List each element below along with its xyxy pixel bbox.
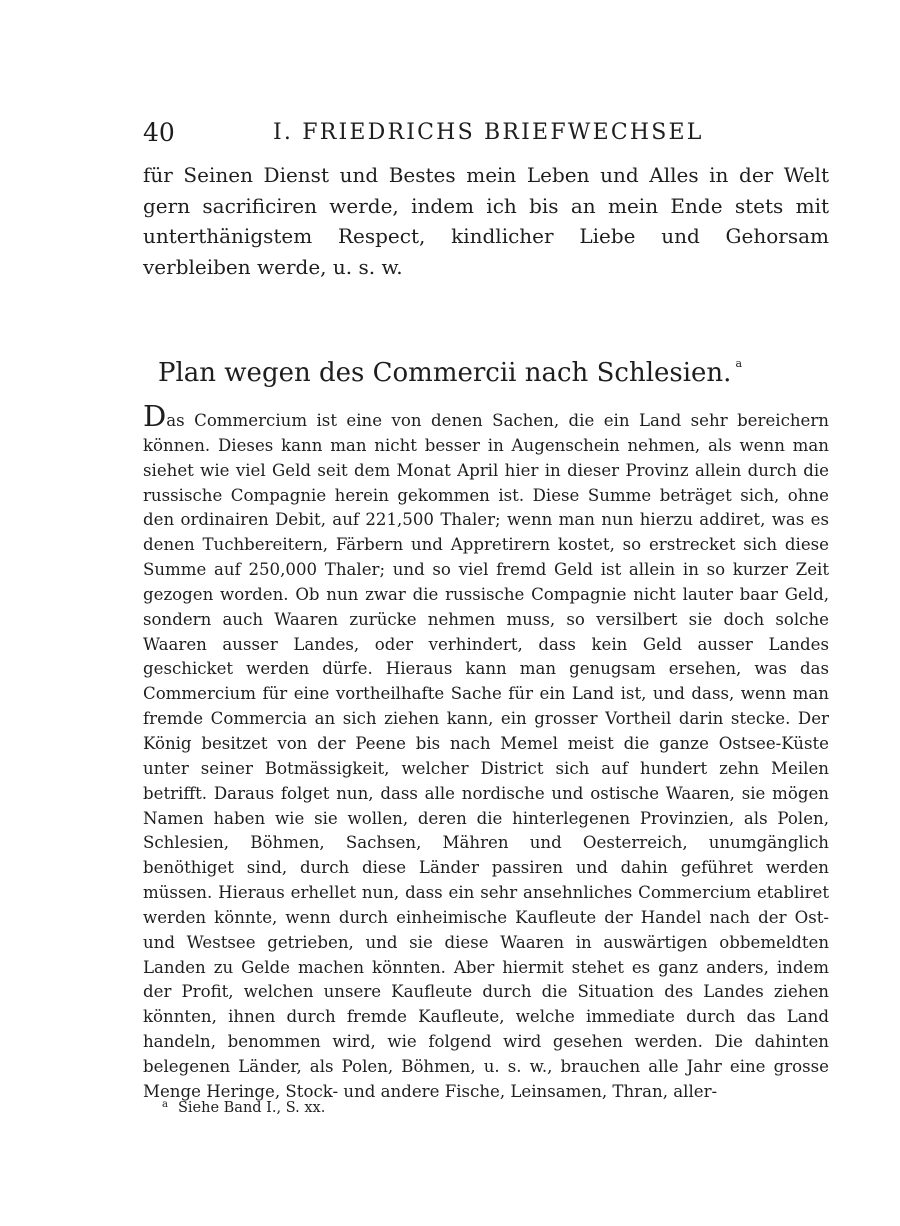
body-paragraph (143, 399, 829, 1105)
body-text: as Commercium ist eine von denen Sachen, die ein Land sehr bereichern können. Dieses kann man nicht besser in Augenschein nehmen, als wenn man siehet wie viel Geld seit dem Monat April hier in dieser Provinz allein durch die russische Compagnie herein gekommen ist. Diese Summe beträget sich, ohne den ordinairen Debit, auf 221,500 Thaler; wenn man nun hierzu addiret, was es denen Tuchbereitern, Färbern und Appretirern kostet, so erstrecket sich diese Summe auf 250,000 Thaler; und so viel fremd Geld ist allein in so kurzer Zeit gezogen worden. Ob nun zwar die russische Compagnie nicht lauter baar Geld, sondern auch Waaren zurücke nehmen muss, so versilbert sie doch solche Waaren ausser Landes, oder verhindert, dass kein Geld ausser Landes geschicket werden dürfe. Hieraus kann man genugsam ersehen, was das Commercium für eine vortheilhafte Sache für ein Land ist, und dass, wenn man fremde Commercia an sich ziehen kann, ein grosser Vortheil darin stecke. Der König besitzet von der Peene bis nach Memel meist die ganze Ostsee-Küste unter seiner Botmässigkeit, welcher District sich auf hundert zehn Meilen betrifft. Daraus folget nun, dass alle nordische und ostische Waaren, sie mögen Namen haben wie sie wollen, deren die hinterlegenen Provinzien, als Polen, Schlesien, Böhmen, Sachsen, Mähren und Oesterreich, unumgänglich benöthiget sind, durch diese Länder passiren und dahin geführet werden müssen. Hieraus erhellet nun, dass ein sehr ansehnliches Commercium etabliret werden könnte, wenn durch einheimische Kaufleute der Handel nach der Ost- und Westsee getrieben, und sie diese Waaren in auswärtigen obbemeldten Landen zu Gelde machen könnten. Aber hiermit stehet es ganz anders, indem der Profit, welchen unsere Kaufleute durch die Situation des Landes ziehen könnten, ihnen durch fremde Kaufleute, welche immediate durch das Land handeln, benommen wird, wie folgend wird gesehen werden. Die dahinten belegenen Länder, als Polen, Böhmen, u. s. w., brauchen alle Jahr eine grosse Menge Heringe, Stock- und andere Fische, Leinsamen, Thran, aller- (143, 411, 829, 1101)
footnote-text: Siehe Band I., S. xx. (177, 1100, 326, 1116)
continuation-text: für Seinen Dienst und Bestes mein Leben und Alles in der Welt gern sacrificiren werde, indem ich bis an mein Ende stets mit unterthänigstem Respect, kindlicher Liebe und Gehorsam verbleiben werde, u. s. w. (143, 163, 829, 279)
section-heading (0, 344, 900, 393)
page-number: 40 (143, 118, 175, 147)
running-head (143, 118, 843, 148)
footnote-reference[interactable]: a (735, 357, 743, 370)
continuation-paragraph (143, 160, 829, 282)
section-title: Plan wegen des Commercii nach Schlesien. (157, 358, 732, 388)
running-title: I. FRIEDRICHS BRIEFWECHSEL (273, 120, 704, 145)
footnote-mark: a (162, 1099, 168, 1110)
footnote (162, 1094, 325, 1119)
drop-cap: D (143, 399, 167, 433)
